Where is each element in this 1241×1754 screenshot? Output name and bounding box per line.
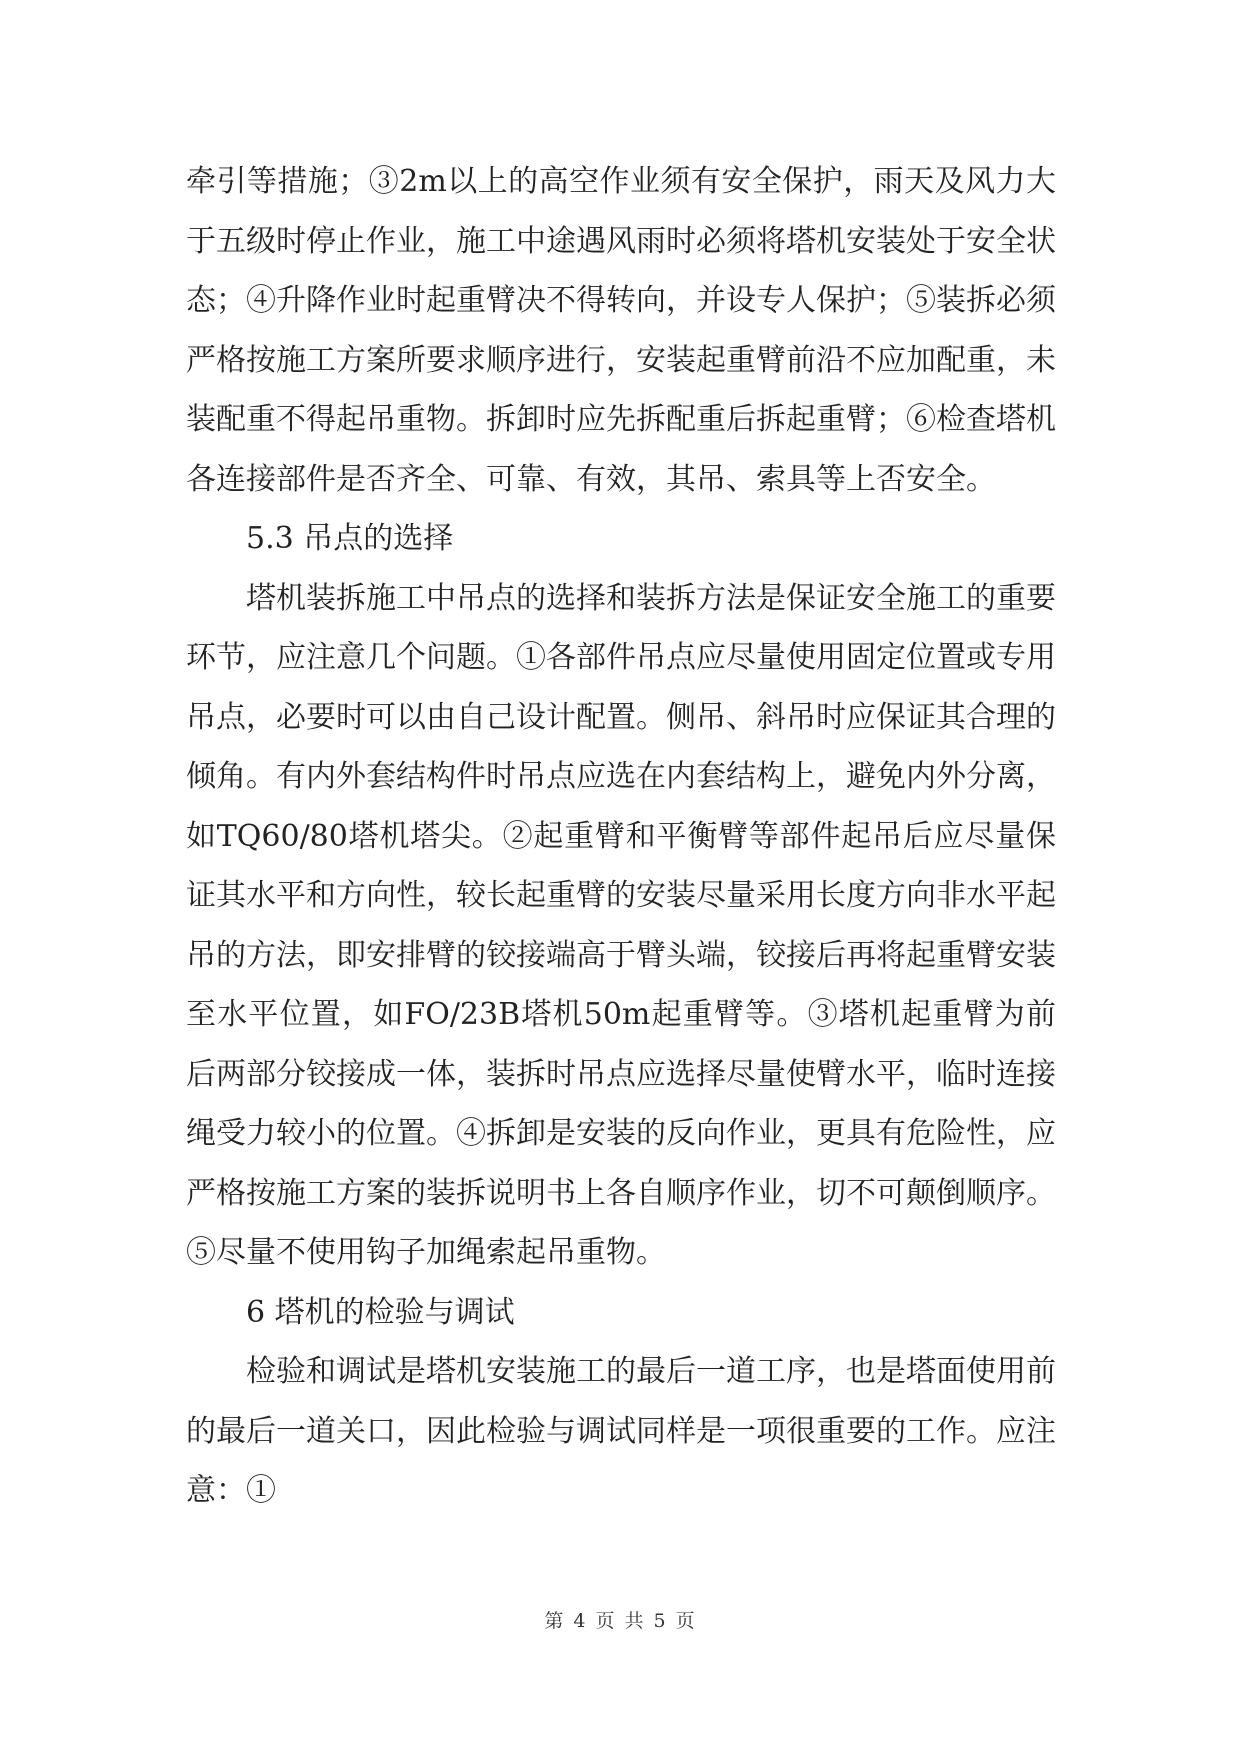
paragraph-inspection: 检验和调试是塔机安装施工的最后一道工序，也是塔面使用前的最后一道关口，因此检验与调试同样是一项很重要的工作。应注意：① bbox=[186, 1354, 1056, 1508]
page-footer: 第 4 页 共 5 页 bbox=[544, 1610, 697, 1632]
paragraph-lifting-points: 塔机装拆施工中吊点的选择和装拆方法是保证安全施工的重要环节，应注意几个问题。①各部件吊点应尽量使用固定位置或专用吊点，必要时可以由自己设计配置。侧吊、斜吊时应保证其合理的倾角。有内外套结构件时吊点应选在内套结构上，避免内外分离，如TQ60/80塔机塔尖。②起重臂和平衡臂等部件起吊后应尽量保证其水平和方向性，较长起重臂的安装尽量采用长度方向非水平起吊的方法，即安排臂的铰接端高于臂头端，铰接后再将起重臂安装至水平位置，如FO/23B塔机50m起重臂等。③塔机起重臂为前后两部分铰接成一体，装拆时吊点应选择尽量使臂水平，临时连接绳受力较小的位置。④拆卸是安装的反向作业，更具有危险性，应严格按施工方案的装拆说明书上各自顺序作业，切不可颠倒顺序。⑤尽量不使用钩子加绳索起吊重物。 bbox=[186, 580, 1056, 1270]
paragraph-safety-measures: 牵引等措施；③2m以上的高空作业须有安全保护，雨天及风力大于五级时停止作业，施工中途遇风雨时必须将塔机安装处于安全状态；④升降作业时起重臂决不得转向，并设专人保护；⑤装拆必须严格按施工方案所要求顺序进行，安装起重臂前沿不应加配重，未装配重不得起吊重物。拆卸时应先拆配重后拆起重臂；⑥检查塔机各连接部件是否齐全、可靠、有效，其吊、索具等上否安全。 bbox=[186, 164, 1056, 497]
section-heading-6: 6 塔机的检验与调试 bbox=[246, 1294, 515, 1330]
document-body bbox=[186, 152, 1056, 1521]
section-heading-5-3: 5.3 吊点的选择 bbox=[246, 521, 454, 556]
